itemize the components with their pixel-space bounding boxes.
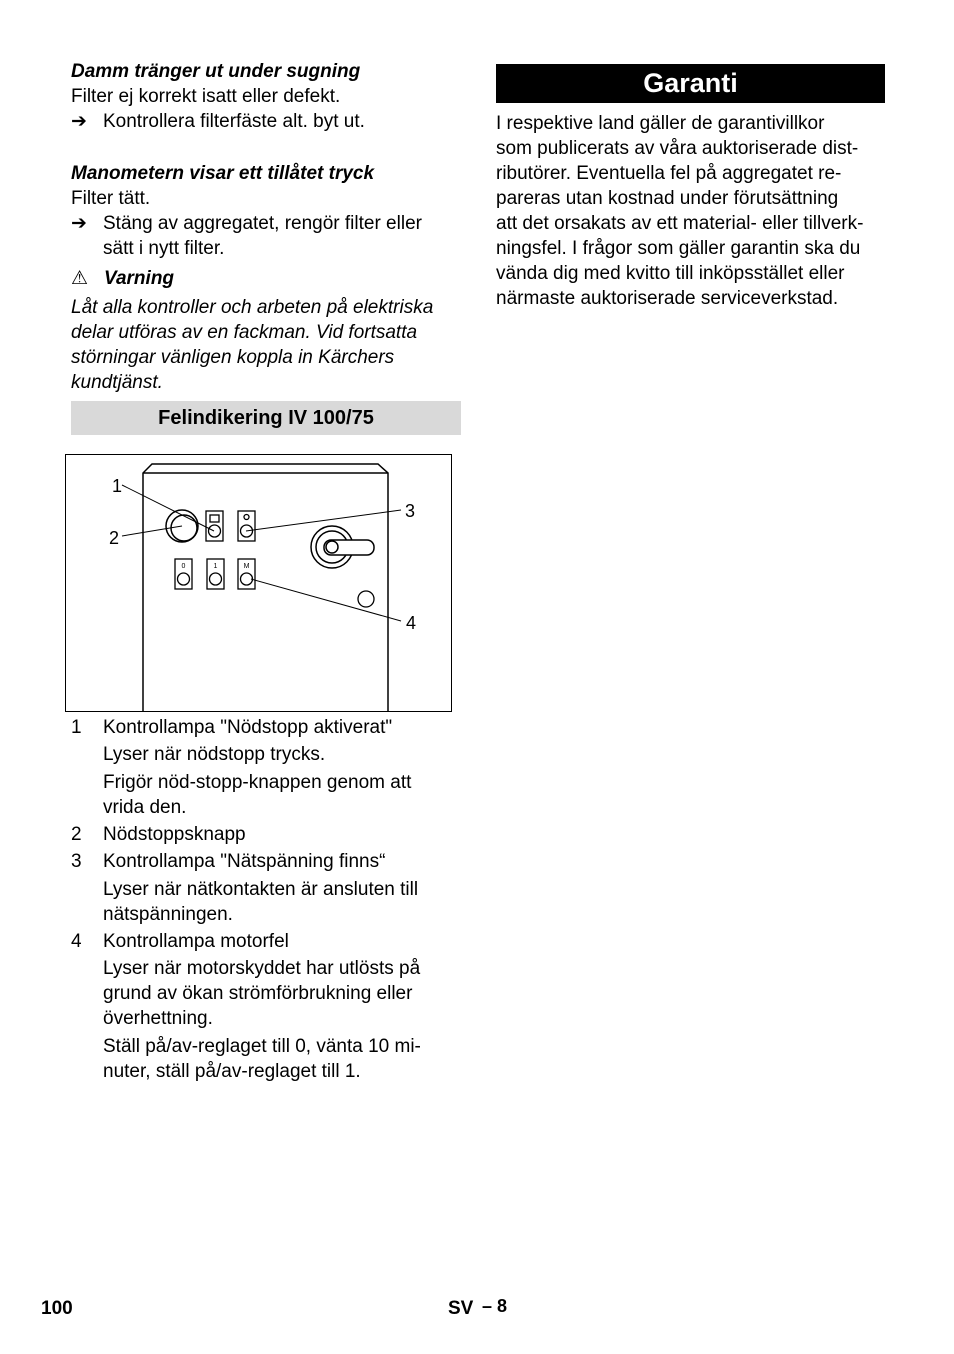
heading-manometer: Manometern visar ett tillåtet tryck [71,163,375,184]
legend-4-line1: Kontrollampa motorfel [103,931,289,952]
legend-1-line2: Lyser när nödstopp trycks. [103,744,326,765]
control-panel-drawing [66,455,451,711]
legend-num-3: 3 [71,851,82,872]
legend-num-4: 4 [71,931,82,952]
language-code: SV [448,1298,474,1319]
icon-label-0: 0 [181,563,186,570]
garanti-line5: att det orsakats av ett material- eller tillverk- [496,213,864,234]
lamp-motor-fault [238,559,255,589]
lamp-mains-voltage [238,511,255,541]
legend-4-line4: överhettning. [103,1008,213,1029]
cause-dust: Filter ej korrekt isatt eller defekt. [71,86,341,107]
garanti-line4: pareras utan kostnad under förutsättning [496,188,839,209]
main-switch [311,526,374,568]
callout-1: 1 [112,476,123,496]
warning-triangle-icon: ⚠ [71,268,89,289]
lamp-1 [207,559,224,589]
icon-label-1: 1 [213,563,218,570]
garanti-line6: ningsfel. I frågor som gäller garantin ska du [496,238,861,259]
legend-4-line3: grund av ökan strömförbrukning eller [103,983,413,1004]
heading-dust: Damm tränger ut under sugning [71,61,361,82]
legend-3-line3: nätspänningen. [103,904,233,925]
callout-2: 2 [109,528,120,548]
garanti-header [496,64,885,103]
garanti-line2: som publicerats av våra auktoriserade dist- [496,138,859,159]
legend-1-line4: vrida den. [103,797,187,818]
legend-1-line1: Kontrollampa "Nödstopp aktiverat" [103,717,393,738]
control-panel-figure [65,454,452,712]
legend-3-line1: Kontrollampa "Nätspänning finns“ [103,851,386,872]
cabinet-outline [143,464,388,711]
section-page-ref: – 8 [482,1296,508,1316]
lamp-0 [175,559,192,589]
legend-4-line6: nuter, ställ på/av-reglaget till 1. [103,1061,361,1082]
legend-4-line5: Ställ på/av-reglaget till 0, vänta 10 mi- [103,1036,421,1057]
lamp-emergency-active [206,511,223,541]
section-header [71,401,461,435]
warning-text-line2: delar utföras av en fackman. Vid fortsatta [71,322,418,343]
warning-text-line4: kundtjänst. [71,372,163,393]
garanti-line1: I respektive land gäller de garantivillkor [496,113,825,134]
action-dust: Kontrollera filterfäste alt. byt ut. [103,111,365,132]
legend-4-line2: Lyser när motorskyddet har utlösts på [103,958,421,979]
small-indicator [358,591,374,607]
callout-4: 4 [406,613,417,633]
section-title: Felindikering IV 100/75 [158,407,374,429]
garanti-line7: vända dig med kvitto till inköpsstället eller [496,263,845,284]
page-number: 100 [41,1298,73,1319]
legend-3-line2: Lyser när nätkontakten är ansluten till [103,879,419,900]
garanti-line3: ributörer. Eventuella fel på aggregatet re- [496,163,842,184]
arrow-icon: ➔ [71,213,87,234]
warning-title: Varning [104,268,175,289]
warning-text-line1: Låt alla kontroller och arbeten på elektriska [71,297,434,318]
legend-num-2: 2 [71,824,82,845]
garanti-title: Garanti [643,68,738,98]
action-manometer-line1: Stäng av aggregatet, rengör filter eller [103,213,422,234]
warning-text-line3: störningar vänligen koppla in Kärchers [71,347,395,368]
callout-3: 3 [405,501,416,521]
icon-label-m: M [243,563,250,570]
legend-num-1: 1 [71,717,82,738]
legend-1-line3: Frigör nöd-stopp-knappen genom att [103,772,412,793]
legend-2-line1: Nödstoppsknapp [103,824,246,845]
garanti-line8: närmaste auktoriserade serviceverkstad. [496,288,839,309]
cause-manometer: Filter tätt. [71,188,151,209]
arrow-icon: ➔ [71,111,87,132]
action-manometer-line2: sätt i nytt filter. [103,238,225,259]
